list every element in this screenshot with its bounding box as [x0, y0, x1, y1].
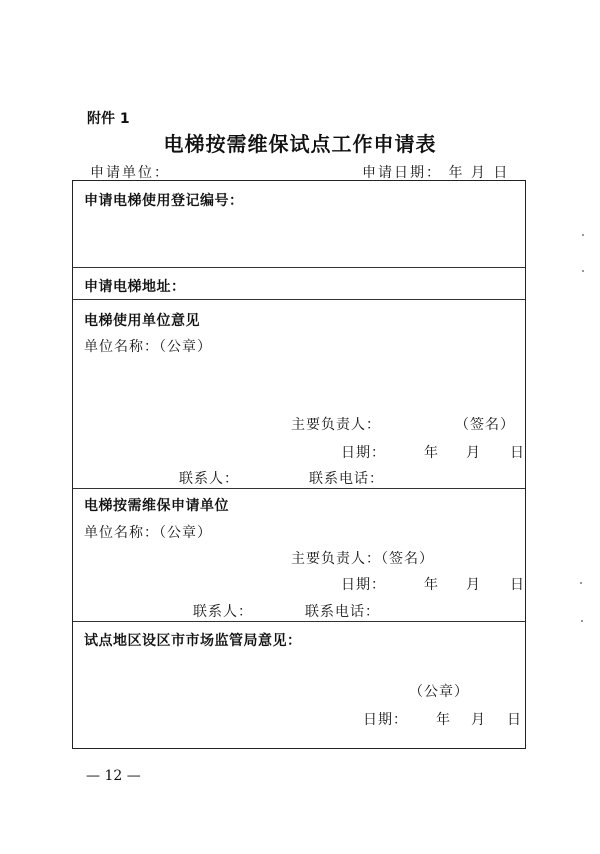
regulator-date-year: 年: [436, 712, 451, 728]
regulator-date-label: 日期：: [363, 712, 408, 728]
scan-speck: [582, 270, 584, 272]
maintenance-date-year: 年: [424, 577, 439, 593]
row-divider: [73, 488, 525, 489]
application-date: 申请日期： 年 月 日: [362, 165, 510, 181]
page-number: — 12 —: [86, 768, 141, 784]
row-divider: [73, 621, 525, 622]
scan-speck: [581, 620, 583, 622]
regulator-date-month: 月: [471, 712, 486, 728]
maintenance-principal-signature: 主要负责人：（签名）: [291, 551, 434, 567]
user-unit-heading: 电梯使用单位意见: [84, 313, 200, 329]
user-contact-label: 联系人：: [179, 471, 239, 487]
regulator-opinion-heading: 试点地区设区市市场监管局意见：: [84, 633, 302, 649]
user-signature-label: （签名）: [455, 417, 515, 433]
maintenance-date-day: 日: [510, 577, 525, 593]
maintenance-date-label: 日期：: [341, 577, 386, 593]
scan-speck: [580, 582, 582, 584]
applicant-unit-label: 申请单位：: [90, 165, 170, 181]
user-principal-label: 主要负责人：: [291, 417, 381, 433]
form-title: 电梯按需维保试点工作申请表: [163, 132, 437, 156]
row-divider: [73, 299, 525, 300]
maintenance-phone-label: 联系电话：: [305, 604, 380, 620]
user-date-month: 月: [466, 445, 481, 461]
maintenance-unit-heading: 电梯按需维保申请单位: [84, 498, 229, 514]
user-unit-name-seal: 单位名称：（公章）: [84, 339, 212, 355]
attachment-label: 附件 1: [87, 111, 130, 127]
user-phone-label: 联系电话：: [309, 471, 384, 487]
user-date-label: 日期：: [341, 445, 386, 461]
user-date-year: 年: [424, 445, 439, 461]
elevator-address-label: 申请电梯地址：: [84, 279, 186, 295]
application-form-table: [72, 180, 526, 749]
registration-number-label: 申请电梯使用登记编号：: [84, 193, 244, 209]
maintenance-unit-name-seal: 单位名称：（公章）: [84, 525, 212, 541]
regulator-seal-label: （公章）: [409, 684, 469, 700]
scan-speck: [582, 234, 584, 236]
row-divider: [73, 267, 525, 268]
maintenance-contact-label: 联系人：: [193, 604, 253, 620]
regulator-date-day: 日: [507, 712, 522, 728]
maintenance-date-month: 月: [466, 577, 481, 593]
user-date-day: 日: [510, 445, 525, 461]
